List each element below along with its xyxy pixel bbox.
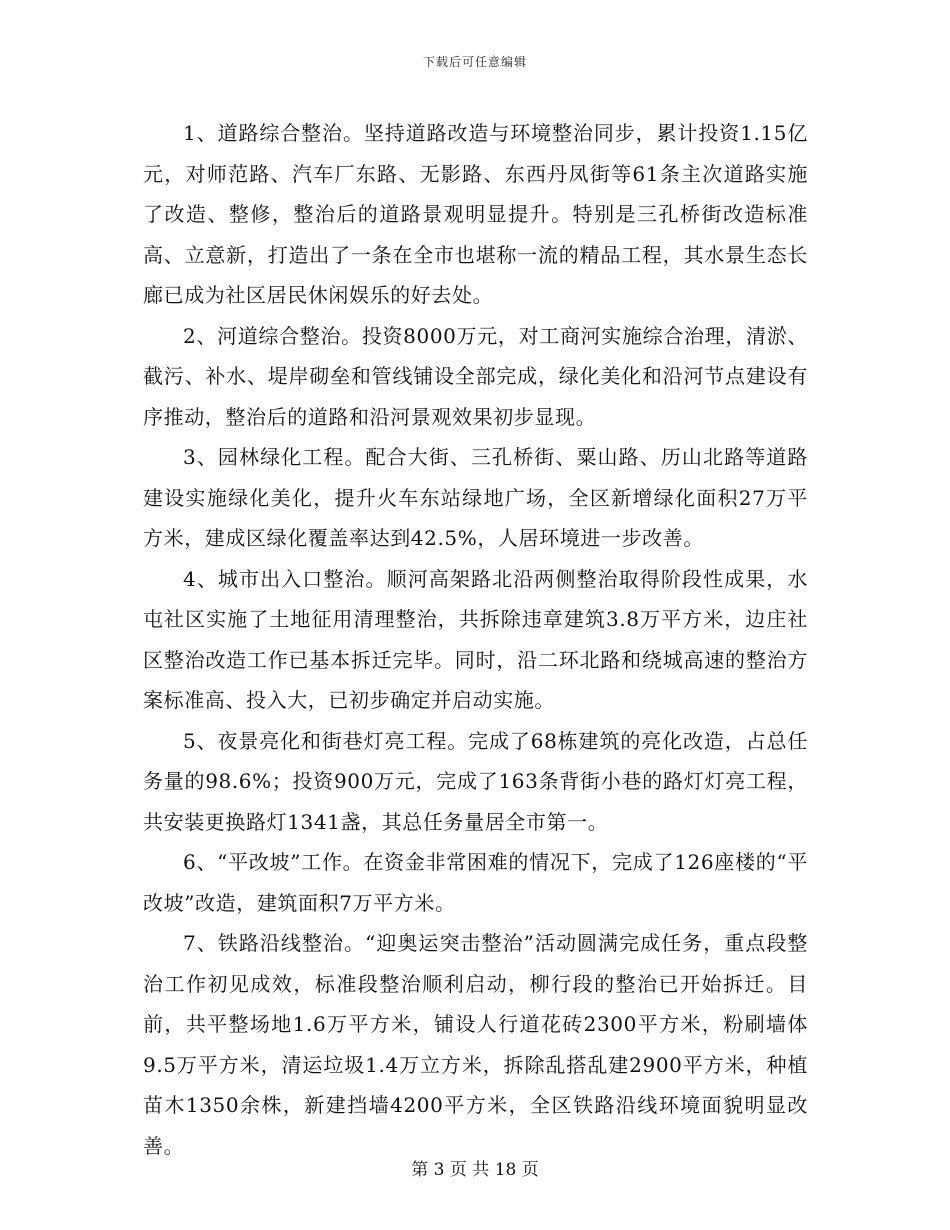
paragraph-railway-line: 7、铁路沿线整治。“迎奥运突击整治”活动圆满完成任务，重点段整治工作初见成效，标准段整治顺利启动，柳行段的整治已开始拆迁。目前，共平整场地1.6万平方米，铺设人行道花砖2300平方米，粉刷墙体9.5万平方米，清运垃圾1.4万立方米，拆除乱搭乱建2900平方米，种植苗木1350余株，新建挡墙4200平方米，全区铁路沿线环境面貌明显改善。 [143,931,808,1158]
paragraph-river-renovation: 2、河道综合整治。投资8000万元，对工商河实施综合治理，清淤、截污、补水、堤岸砌垒和管线铺设全部完成，绿化美化和沿河节点建设有序推动，整治后的道路和沿河景观效果初步显现。 [143,323,808,429]
paragraph-landscaping: 3、园林绿化工程。配合大街、三孔桥街、粟山路、历山北路等道路建设实施绿化美化，提升火车东站绿地广场，全区新增绿化面积27万平方米，建成区绿化覆盖率达到42.5%，人居环境进一步改善。 [143,445,808,550]
page-header: 下载后可任意编辑 [422,55,527,69]
paragraph-flat-to-slope: 6、“平改坡”工作。在资金非常困难的情况下，完成了126座楼的“平改坡”改造，建筑面积7万平方米。 [143,850,808,915]
paragraph-road-renovation: 1、道路综合整治。坚持道路改造与环境整治同步，累计投资1.15亿元，对师范路、汽车厂东路、无影路、东西丹凤街等61条主次道路实施了改造、整修，整治后的道路景观明显提升。特别是三孔桥街改造标准高、立意新，打造出了一条在全市也堪称一流的精品工程，其水景生态长廊已成为社区居民休闲娱乐的好去处。 [143,121,808,307]
paragraph-night-lighting: 5、夜景亮化和街巷灯亮工程。完成了68栋建筑的亮化改造，占总任务量的98.6%；投资900万元，完成了163条背街小巷的路灯灯亮工程，共安装更换路灯1341盏，其总任务量居全市第一。 [143,728,808,834]
document-body [143,113,808,1166]
paragraph-city-entrances: 4、城市出入口整治。顺河高架路北沿两侧整治取得阶段性成果，水屯社区实施了土地征用清理整治，共拆除违章建筑3.8万平方米，边庄社区整治改造工作已基本拆迁完毕。同时，沿二环北路和绕城高速的整治方案标准高、投入大，已初步确定并启动实施。 [143,566,808,712]
page-footer: 第 3 页 共 18 页 [411,1160,539,1180]
